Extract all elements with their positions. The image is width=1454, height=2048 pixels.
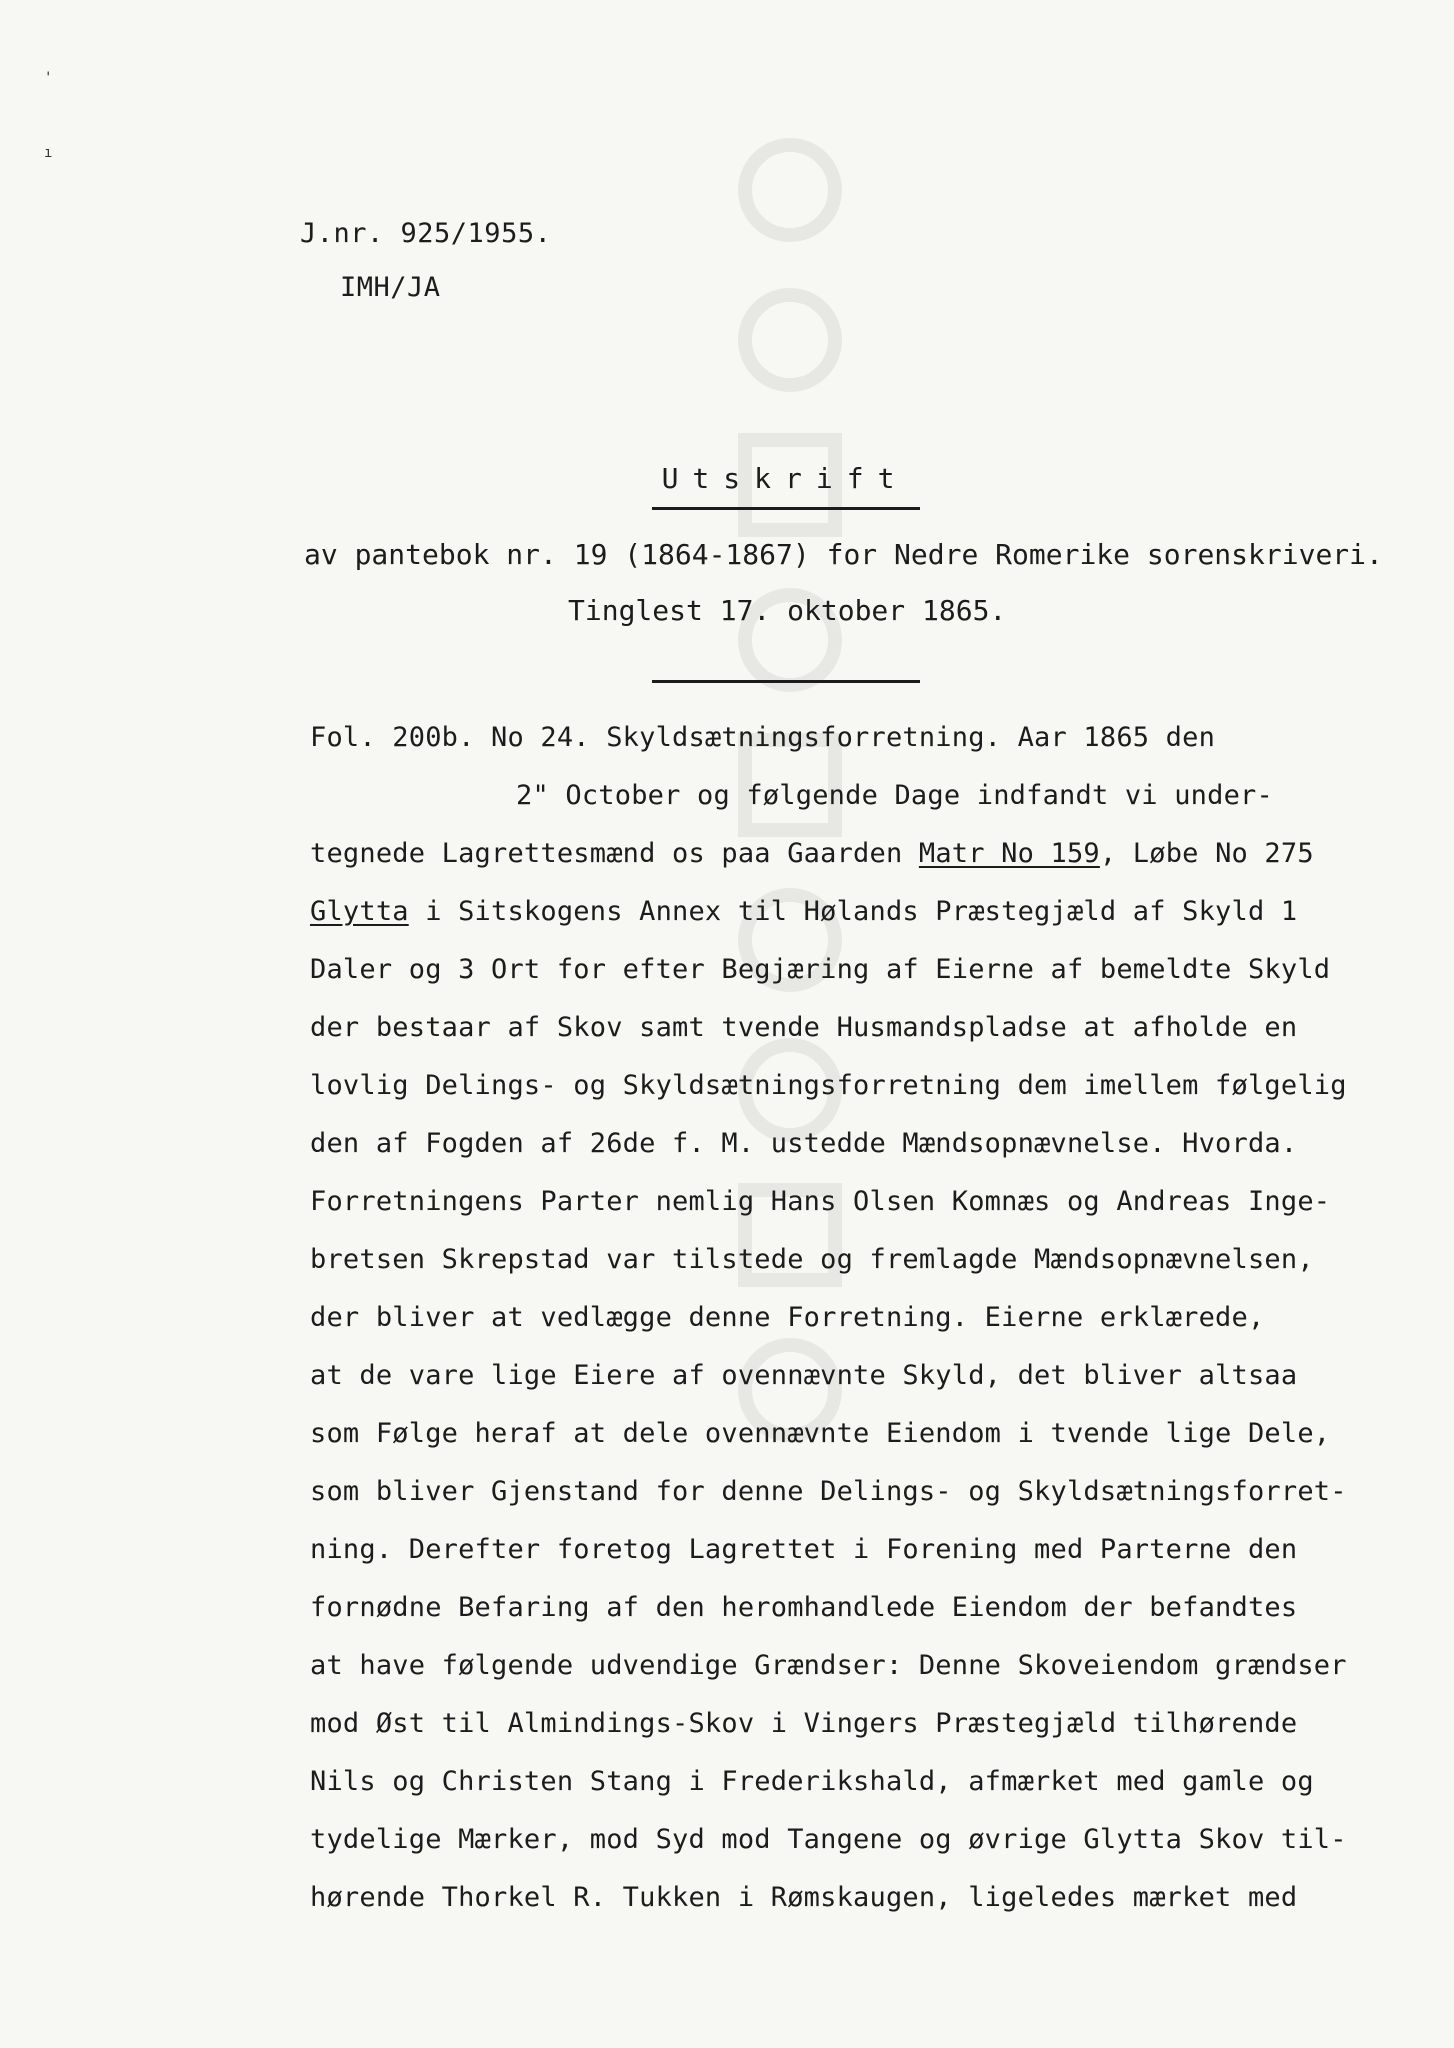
body-line-9: Forretningens Parter nemlig Hans Olsen Komnæs og Andreas Inge- [310, 1186, 1331, 1217]
margin-mark-top: ' [44, 70, 53, 86]
document-subtitle: av pantebok nr. 19 (1864-1867) for Nedre Romerike sorenskriveri. [304, 538, 1383, 571]
body-line-18: mod Øst til Almindings-Skov i Vingers Præstegjæld tilhørende [310, 1708, 1298, 1739]
farm-name: Glytta [310, 896, 409, 927]
body-line-4 [310, 896, 1297, 927]
body-line-4-b: i Sitskogens Annex til Hølands Præstegjæld af Skyld 1 [408, 896, 1298, 927]
body-line-8: den af Fogden af 26de f. M. ustedde Mændsopnævnelse. Hvorda. [310, 1128, 1298, 1159]
body-line-3-b: , Løbe No 275 [1099, 838, 1314, 869]
body-line-5: Daler og 3 Ort for efter Begjæring af Eierne af bemeldte Skyld [310, 954, 1331, 985]
body-line-19: Nils og Christen Stang i Frederikshald, afmærket med gamle og [310, 1766, 1314, 1797]
body-line-16: fornødne Befaring af den heromhandlede Eiendom der befandtes [310, 1592, 1298, 1623]
body-line-13: som Følge heraf at dele ovennævnte Eiendom i tvende lige Dele, [310, 1418, 1331, 1449]
body-line-10: bretsen Skrepstad var tilstede og fremlagde Mændsopnævnelsen, [310, 1244, 1314, 1275]
matr-number: Matr No 159 [918, 838, 1100, 869]
body-line-14: som bliver Gjenstand for denne Delings- og Skyldsætningsforret- [310, 1476, 1347, 1507]
body-line-11: der bliver at vedlægge denne Forretning. Eierne erklærede, [310, 1302, 1265, 1333]
body-line-12: at de vare lige Eiere af ovennævnte Skyld, det bliver altsaa [310, 1360, 1298, 1391]
title-underline [652, 507, 920, 510]
body-line-1: Fol. 200b. No 24. Skyldsætningsforretning. Aar 1865 den [310, 722, 1216, 753]
registration-date: Tinglest 17. oktober 1865. [568, 594, 1007, 627]
body-line-17: at have følgende udvendige Grændser: Denne Skoveiendom grændser [310, 1650, 1347, 1681]
journal-number: J.nr. 925/1955. [300, 218, 552, 249]
body-line-15: ning. Derefter foretog Lagrettet i Forening med Parterne den [310, 1534, 1298, 1565]
initials: IMH/JA [340, 272, 441, 303]
body-line-2: 2" October og følgende Dage indfandt vi under- [516, 780, 1273, 811]
section-separator [652, 680, 920, 683]
document-title: Utskrift [661, 462, 909, 495]
body-line-21: hørende Thorkel R. Tukken i Rømskaugen, ligeledes mærket med [310, 1882, 1298, 1913]
body-line-3-a: tegnede Lagrettesmænd os paa Gaarden [310, 838, 919, 869]
body-line-6: der bestaar af Skov samt tvende Husmandspladse at afholde en [310, 1012, 1298, 1043]
margin-mark-bottom: ı [44, 145, 53, 161]
body-line-20: tydelige Mærker, mod Syd mod Tangene og øvrige Glytta Skov til- [310, 1824, 1347, 1855]
body-line-3 [310, 838, 1314, 869]
body-line-7: lovlig Delings- og Skyldsætningsforretning dem imellem følgelig [310, 1070, 1347, 1101]
